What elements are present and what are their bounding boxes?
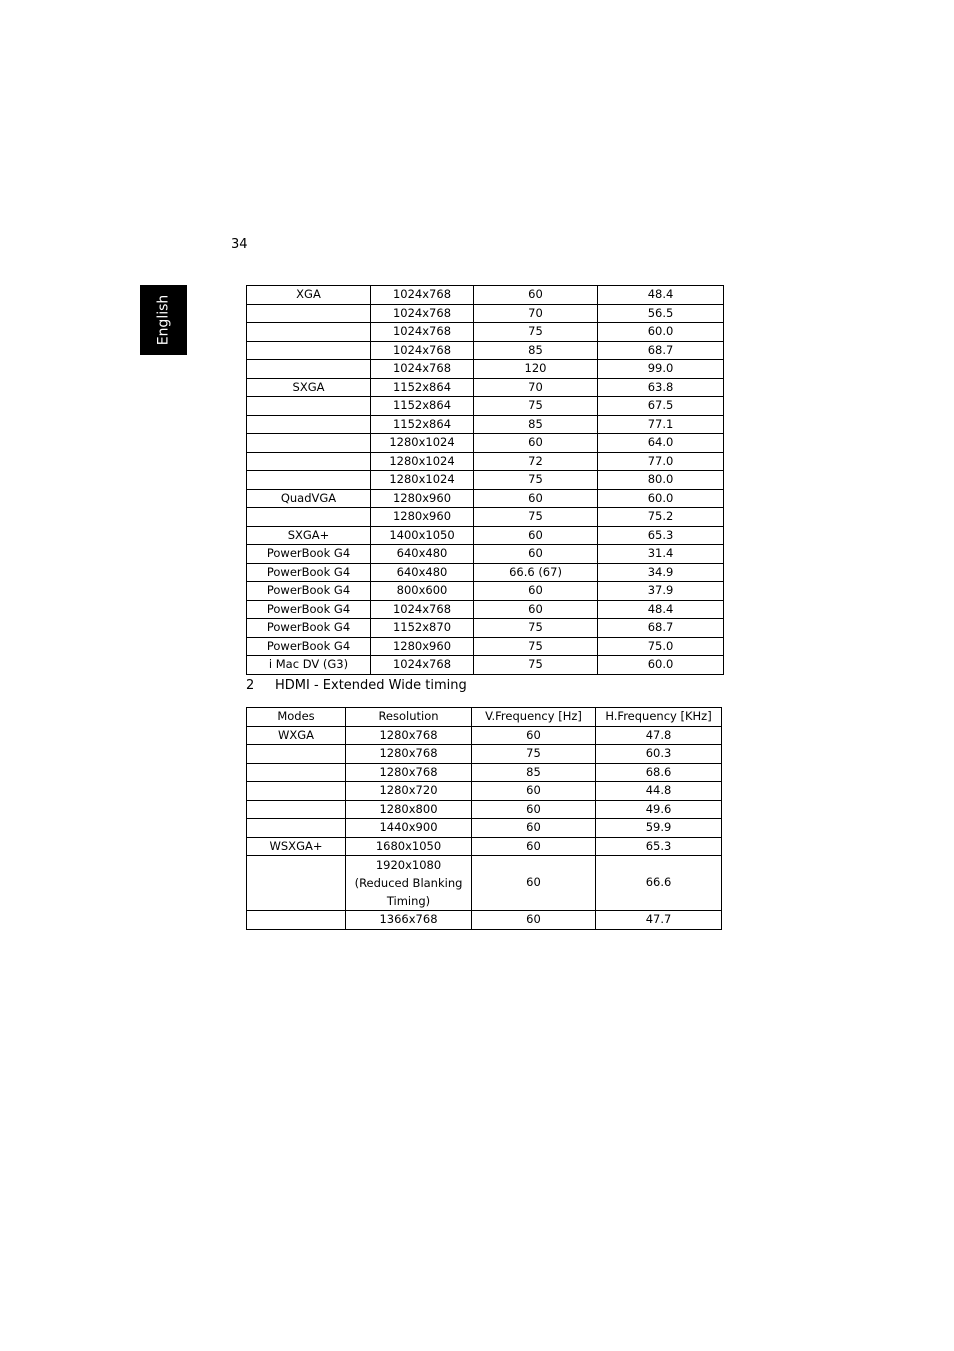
mode-cell — [247, 452, 371, 471]
table-row — [247, 582, 724, 601]
timing-table-continued — [246, 285, 724, 675]
table-row — [247, 360, 724, 379]
mode-cell: QuadVGA — [247, 489, 371, 508]
mode-cell: PowerBook G4 — [247, 563, 371, 582]
v-frequency-cell: 60 — [474, 582, 598, 601]
resolution-cell: 1024x768 — [371, 600, 474, 619]
h-frequency-cell: 75.2 — [598, 508, 724, 527]
resolution-cell: 640x480 — [371, 545, 474, 564]
h-frequency-cell: 48.4 — [598, 600, 724, 619]
section-heading — [246, 678, 467, 693]
table-row — [247, 819, 722, 838]
resolution-cell: 1280x800 — [346, 800, 472, 819]
table-row — [247, 563, 724, 582]
header-modes: Modes — [247, 708, 346, 727]
page-number: 34 — [231, 237, 248, 252]
section-number: 2 — [246, 678, 255, 693]
header-v-frequency: V.Frequency [Hz] — [472, 708, 596, 727]
h-frequency-cell: 99.0 — [598, 360, 724, 379]
v-frequency-cell: 60 — [472, 782, 596, 801]
h-frequency-cell: 31.4 — [598, 545, 724, 564]
table-row — [247, 397, 724, 416]
h-frequency-cell: 34.9 — [598, 563, 724, 582]
table-row — [247, 800, 722, 819]
table-row — [247, 911, 722, 930]
mode-cell: PowerBook G4 — [247, 582, 371, 601]
h-frequency-cell: 47.8 — [596, 726, 722, 745]
h-frequency-cell: 63.8 — [598, 378, 724, 397]
resolution-cell: 1152x870 — [371, 619, 474, 638]
v-frequency-cell: 60 — [472, 856, 596, 911]
resolution-cell: 1280x768 — [346, 726, 472, 745]
h-frequency-cell: 59.9 — [596, 819, 722, 838]
v-frequency-cell: 60 — [474, 489, 598, 508]
v-frequency-cell: 60 — [474, 286, 598, 305]
mode-cell — [247, 360, 371, 379]
table-row — [247, 856, 722, 911]
v-frequency-cell: 75 — [474, 637, 598, 656]
resolution-cell: 640x480 — [371, 563, 474, 582]
table-row — [247, 378, 724, 397]
v-frequency-cell: 70 — [474, 378, 598, 397]
mode-cell: PowerBook G4 — [247, 600, 371, 619]
resolution-cell: 1152x864 — [371, 415, 474, 434]
v-frequency-cell: 120 — [474, 360, 598, 379]
hdmi-wide-timing-table — [246, 707, 722, 930]
h-frequency-cell: 64.0 — [598, 434, 724, 453]
v-frequency-cell: 75 — [474, 471, 598, 490]
mode-cell — [247, 782, 346, 801]
table-row — [247, 656, 724, 675]
resolution-cell: 1024x768 — [371, 286, 474, 305]
resolution-cell: 1400x1050 — [371, 526, 474, 545]
h-frequency-cell: 65.3 — [596, 837, 722, 856]
v-frequency-cell: 60 — [472, 819, 596, 838]
resolution-cell: 1280x1024 — [371, 471, 474, 490]
mode-cell — [247, 434, 371, 453]
resolution-cell: 1280x960 — [371, 508, 474, 527]
resolution-cell: 1280x1024 — [371, 434, 474, 453]
mode-cell — [247, 763, 346, 782]
mode-cell — [247, 415, 371, 434]
resolution-cell: 800x600 — [371, 582, 474, 601]
resolution-cell: 1920x1080 (Reduced Blanking Timing) — [346, 856, 472, 911]
h-frequency-cell: 65.3 — [598, 526, 724, 545]
h-frequency-cell: 68.7 — [598, 619, 724, 638]
resolution-cell: 1280x768 — [346, 745, 472, 764]
v-frequency-cell: 60 — [472, 911, 596, 930]
mode-cell — [247, 856, 346, 911]
resolution-cell: 1024x768 — [371, 323, 474, 342]
v-frequency-cell: 75 — [474, 323, 598, 342]
resolution-cell: 1280x960 — [371, 489, 474, 508]
v-frequency-cell: 60 — [472, 837, 596, 856]
resolution-cell: 1680x1050 — [346, 837, 472, 856]
h-frequency-cell: 75.0 — [598, 637, 724, 656]
v-frequency-cell: 72 — [474, 452, 598, 471]
table-row — [247, 489, 724, 508]
mode-cell — [247, 341, 371, 360]
table-header-row — [247, 708, 722, 727]
mode-cell: PowerBook G4 — [247, 619, 371, 638]
h-frequency-cell: 60.0 — [598, 489, 724, 508]
mode-cell — [247, 800, 346, 819]
resolution-cell: 1280x1024 — [371, 452, 474, 471]
table-row — [247, 434, 724, 453]
table-row — [247, 415, 724, 434]
resolution-cell: 1366x768 — [346, 911, 472, 930]
resolution-cell: 1440x900 — [346, 819, 472, 838]
h-frequency-cell: 60.0 — [598, 656, 724, 675]
v-frequency-cell: 70 — [474, 304, 598, 323]
resolution-cell: 1280x768 — [346, 763, 472, 782]
h-frequency-cell: 37.9 — [598, 582, 724, 601]
v-frequency-cell: 85 — [474, 341, 598, 360]
v-frequency-cell: 66.6 (67) — [474, 563, 598, 582]
mode-cell: WSXGA+ — [247, 837, 346, 856]
v-frequency-cell: 75 — [472, 745, 596, 764]
h-frequency-cell: 77.1 — [598, 415, 724, 434]
table-row — [247, 837, 722, 856]
mode-cell: PowerBook G4 — [247, 637, 371, 656]
h-frequency-cell: 67.5 — [598, 397, 724, 416]
v-frequency-cell: 60 — [474, 600, 598, 619]
mode-cell — [247, 397, 371, 416]
table-row — [247, 600, 724, 619]
language-side-tab-label: English — [155, 294, 172, 346]
resolution-cell: 1152x864 — [371, 378, 474, 397]
h-frequency-cell: 68.6 — [596, 763, 722, 782]
mode-cell — [247, 911, 346, 930]
resolution-cell: 1280x720 — [346, 782, 472, 801]
section-title: HDMI - Extended Wide timing — [275, 678, 467, 693]
v-frequency-cell: 60 — [472, 800, 596, 819]
table-row — [247, 619, 724, 638]
h-frequency-cell: 60.3 — [596, 745, 722, 764]
mode-cell — [247, 471, 371, 490]
table-row — [247, 637, 724, 656]
table-row — [247, 286, 724, 305]
header-h-frequency: H.Frequency [KHz] — [596, 708, 722, 727]
mode-cell — [247, 508, 371, 527]
table-row — [247, 545, 724, 564]
resolution-cell: 1024x768 — [371, 360, 474, 379]
mode-cell: i Mac DV (G3) — [247, 656, 371, 675]
table-row — [247, 452, 724, 471]
table-row — [247, 726, 722, 745]
h-frequency-cell: 48.4 — [598, 286, 724, 305]
h-frequency-cell: 68.7 — [598, 341, 724, 360]
table-row — [247, 304, 724, 323]
resolution-cell: 1024x768 — [371, 656, 474, 675]
h-frequency-cell: 56.5 — [598, 304, 724, 323]
table-row — [247, 323, 724, 342]
h-frequency-cell: 60.0 — [598, 323, 724, 342]
h-frequency-cell: 44.8 — [596, 782, 722, 801]
mode-cell — [247, 304, 371, 323]
resolution-cell: 1280x960 — [371, 637, 474, 656]
mode-cell: SXGA — [247, 378, 371, 397]
header-resolution: Resolution — [346, 708, 472, 727]
h-frequency-cell: 77.0 — [598, 452, 724, 471]
h-frequency-cell: 47.7 — [596, 911, 722, 930]
table-row — [247, 508, 724, 527]
resolution-cell: 1152x864 — [371, 397, 474, 416]
mode-cell: PowerBook G4 — [247, 545, 371, 564]
h-frequency-cell: 66.6 — [596, 856, 722, 911]
v-frequency-cell: 75 — [474, 508, 598, 527]
mode-cell: XGA — [247, 286, 371, 305]
table-row — [247, 745, 722, 764]
v-frequency-cell: 60 — [474, 526, 598, 545]
v-frequency-cell: 85 — [474, 415, 598, 434]
v-frequency-cell: 75 — [474, 397, 598, 416]
language-side-tab — [140, 285, 187, 355]
resolution-cell: 1024x768 — [371, 341, 474, 360]
h-frequency-cell: 80.0 — [598, 471, 724, 490]
mode-cell — [247, 323, 371, 342]
table-row — [247, 763, 722, 782]
v-frequency-cell: 75 — [474, 656, 598, 675]
table-row — [247, 526, 724, 545]
v-frequency-cell: 75 — [474, 619, 598, 638]
table-row — [247, 471, 724, 490]
v-frequency-cell: 60 — [474, 434, 598, 453]
mode-cell — [247, 819, 346, 838]
v-frequency-cell: 85 — [472, 763, 596, 782]
mode-cell: SXGA+ — [247, 526, 371, 545]
resolution-cell: 1024x768 — [371, 304, 474, 323]
mode-cell: WXGA — [247, 726, 346, 745]
h-frequency-cell: 49.6 — [596, 800, 722, 819]
table-row — [247, 782, 722, 801]
mode-cell — [247, 745, 346, 764]
v-frequency-cell: 60 — [474, 545, 598, 564]
table-row — [247, 341, 724, 360]
v-frequency-cell: 60 — [472, 726, 596, 745]
